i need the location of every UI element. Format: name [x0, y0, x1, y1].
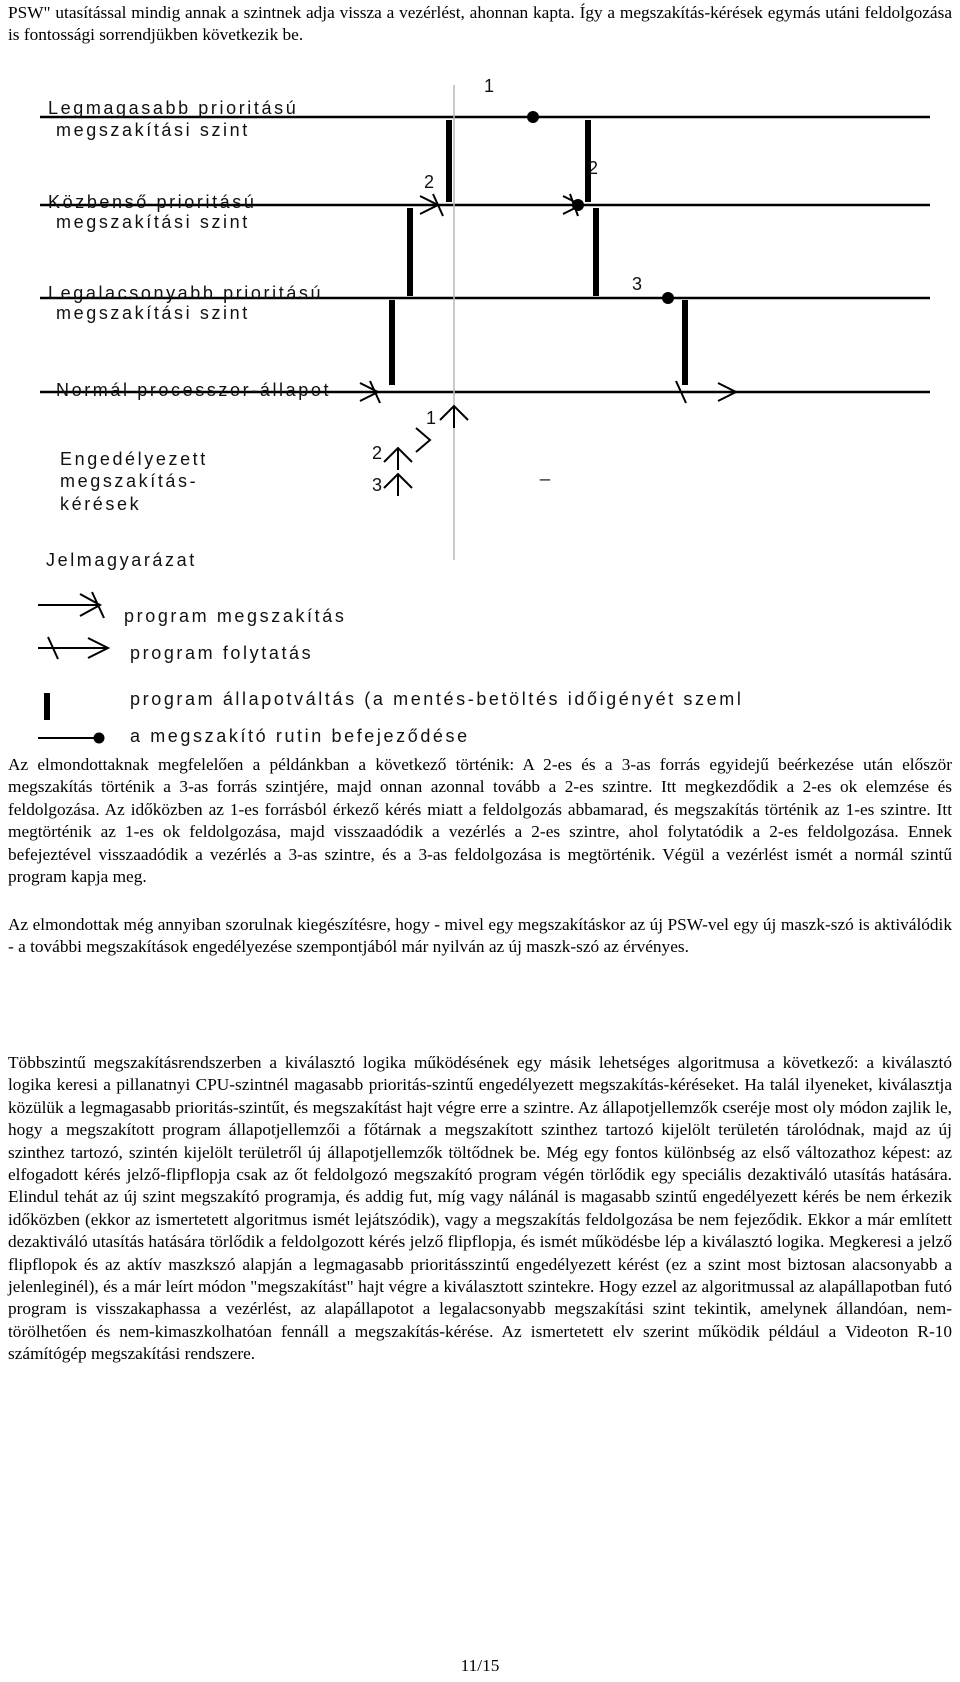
level-mid-label-1: Közbenső prioritású: [48, 192, 257, 212]
switch-bar-return-normal: [682, 300, 688, 385]
source-number-2-right: 2: [588, 158, 599, 178]
level-mid-label-2: megszakítási szint: [56, 212, 250, 232]
switch-bar-1: [446, 120, 452, 202]
request-chevron: [416, 428, 430, 452]
legend-end-label: a megszakító rutin befejeződése: [130, 726, 470, 746]
legend-interrupt-icon: [38, 592, 104, 618]
level-high-label-2: megszakítási szint: [56, 120, 250, 140]
source-number-1: 1: [484, 76, 495, 96]
level-low-label-1: Legalacsonyabb prioritású: [48, 283, 324, 303]
legend-switch-label: program állapotváltás (a mentés-betöltés időigényét szeml: [130, 689, 744, 709]
level-high-label-1: Legmagasabb prioritású: [48, 98, 299, 118]
requests-label-2: megszakítás-: [60, 471, 199, 491]
paragraph-3: Többszintű megszakításrendszerben a kiválasztó logika működésének egy másik lehetséges algoritmusa a következő: a kiválasztó logika keresi a pillanatnyi CPU-szintnél magasabb prioritás-szintű engedélyezett megszakítás-kéréseket. Ha talál ilyeneket, kiválasztja közülük a legmagasabb prioritás-szintűt, és megszakítást hajt végre erre a szintre. Az állapotjellemzők cseréje most oly módon zajlik le, hogy a megszakított program állapotjellemzői a főtárnak a megszakított szinthez tartozó kijelölt területén tárolódnak, majd az új szinthez tartozó, szintén kijelölt területről új állapotjellemzők töltődnek be. Még egy fontos különbség az első változathoz képest: az elfogadott kérés jelző-flipflopja csak az őt feldolgozó megszakító program végén törlődik egy speciális dezaktiváló utasítás hatására. Elindul tehát az új szint megszakító programja, és addig fut, míg vagy nálánál is magasabb szintű engedélyezett kérés be nem érkezik időközben (ekkor az ismertetett algoritmus ismét lejátszódik), vagy a megszakítás feldolgozása be nem fejeződik. Ekkor a már említett dezaktiváló utasítás hatására törlődik a feldolgozott kérés jelző flipflopja, és ismét működésbe lép a kiválasztó logika. Megkeresi a jelző flipflopok és az aktív maszkszó alapján a legmagasabb prioritásszintű engedélyezett kérést (ez a szint most biztosan alacsonyabb a jelenleginél), és a már leírt módon "megszakítást" hajt végre a kiválasztott szintekre. Hogy ezzel az algoritmussal az alapállapotban futó program is visszakaphassa a vezérlést, az alapállapotot a legalacsonyabb megszakítási szint tekintik, amelynek állandóan, nem-törölhetően és nem-kimaszkolhatóan fennáll a megszakítás-kérése. Az ismertetett elv szerint működik például a Videoton R-10 számítógép megszakítási rendszere.: [8, 1053, 952, 1364]
legend-interrupt-label: program megszakítás: [124, 606, 347, 626]
intro-text: PSW" utasítással mindig annak a szintnek adja vissza a vezérlést, ahonnan kapta. Így a megszakítás-kérések egymás utáni feldolgozása is fontossági sorrendjükben következik be.: [8, 3, 952, 45]
switch-bar-3: [389, 300, 395, 385]
paragraph-2: Az elmondottak még annyiban szorulnak kiegészítésre, hogy - mivel egy megszakításkor az új PSW-vel egy új maszk-szó is aktiválódik - a további megszakítások engedélyezése szempontjából már nyilván az új maszk-szó az érvényes.: [8, 915, 952, 957]
dash-mark: _: [540, 461, 551, 481]
request-number-3: 3: [372, 475, 383, 495]
level-low-label-2: megszakítási szint: [56, 303, 250, 323]
end-dot-3: [662, 292, 674, 304]
source-number-3: 3: [632, 274, 643, 294]
legend-title: Jelmagyarázat: [46, 550, 197, 570]
request-arrow-3: [384, 474, 412, 496]
switch-bar-2: [407, 208, 413, 296]
request-number-1: 1: [426, 408, 437, 428]
legend-continue-label: program folytatás: [130, 643, 314, 663]
interrupt-priority-diagram: [0, 0, 960, 750]
requests-label-1: Engedélyezett: [60, 449, 208, 469]
request-arrow-2: [384, 448, 412, 470]
end-dot-1: [527, 111, 539, 123]
requests-label-3: kérések: [60, 494, 142, 514]
paragraph-1: Az elmondottaknak megfelelően a példánkban a következő történik: A 2-es és a 3-as forrás egyidejű beérkezése után először megszakítás történik a 3-as forrás szintjére, majd onnan azonnal tovább a 2-es szintre. Itt megkezdődik a 2-es ok elemzése és feldolgozása. Az időközben az 1-es forrásból érkező kérés miatt a feldolgozás abbamarad, és megszakítás történik az 1-es szintre. Itt megtörténik az 1-es ok feldolgozása, majd visszaadódik a vezérlés a 2-es szintre, ahol folytatódik a 2-es feldolgozása. Ennek befejeztével visszaadódik a vezérlés a 3-as szintre, és a 3-as feldolgozása is megtörténik. Végül a vezérlést ismét a normál szintű program kapja meg.: [8, 755, 952, 887]
request-number-2: 2: [372, 443, 383, 463]
legend-end-dot-icon: [94, 733, 105, 744]
source-number-2: 2: [424, 172, 435, 192]
legend-switch-icon: [44, 693, 50, 720]
page-number: 11/15: [460, 1656, 500, 1675]
legend-continue-icon: [38, 637, 108, 659]
request-arrow-1: [440, 406, 468, 428]
switch-bar-return-3: [593, 208, 599, 296]
level-normal-label: Normál processzor-állapot: [56, 380, 332, 400]
